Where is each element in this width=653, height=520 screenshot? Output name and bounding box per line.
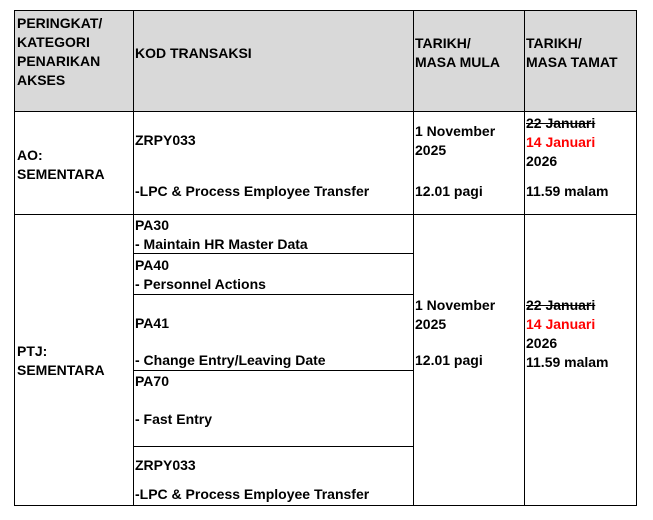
ptj-item-pa30: PA30 - Maintain HR Master Data xyxy=(135,217,308,252)
ptj-start-time: 12.01 pagi xyxy=(415,352,483,368)
ptj-end-date xyxy=(526,296,609,372)
access-table xyxy=(14,10,637,506)
ptj-start-date: 1 November 2025 xyxy=(415,297,496,332)
header-category: PERINGKAT/ KATEGORI PENARIKAN AKSES xyxy=(17,15,103,88)
ao-end-year: 2026 xyxy=(526,153,558,169)
ptj-end-old-date: 22 Januari xyxy=(526,297,596,313)
ao-start-time: 12.01 pagi xyxy=(415,183,483,199)
header-start: TARIKH/ MASA MULA xyxy=(415,35,501,70)
ptj-end-new-date: 14 Januari xyxy=(526,316,596,332)
ptj-end-year: 2026 xyxy=(526,335,558,351)
ptj-item-zrpy033-code: ZRPY033 xyxy=(135,457,196,473)
ao-start-date: 1 November 2025 xyxy=(415,123,496,158)
ptj-category: PTJ: SEMENTARA xyxy=(17,343,105,378)
ptj-item-pa70-description: - Fast Entry xyxy=(135,411,213,427)
ptj-item-pa40: PA40 - Personnel Actions xyxy=(135,257,266,292)
ao-category: AO: SEMENTARA xyxy=(17,147,105,182)
ao-code: ZRPY033 xyxy=(135,132,196,148)
ptj-item-pa70-code: PA70 xyxy=(135,373,169,389)
ptj-item-pa41-code: PA41 xyxy=(135,315,169,331)
ao-end-new-date: 14 Januari xyxy=(526,134,596,150)
ao-end-date xyxy=(526,114,595,171)
header-transaction-code: KOD TRANSAKSI xyxy=(135,45,252,61)
ao-end-old-date: 22 Januari xyxy=(526,115,596,131)
ao-description: -LPC & Process Employee Transfer xyxy=(135,183,370,199)
ptj-item-zrpy033-description: -LPC & Process Employee Transfer xyxy=(135,486,370,502)
header-end: TARIKH/ MASA TAMAT xyxy=(526,35,618,70)
ao-end-time: 11.59 malam xyxy=(526,183,609,199)
ptj-item-pa41-description: - Change Entry/Leaving Date xyxy=(135,352,326,368)
ptj-end-time: 11.59 malam xyxy=(526,354,609,370)
